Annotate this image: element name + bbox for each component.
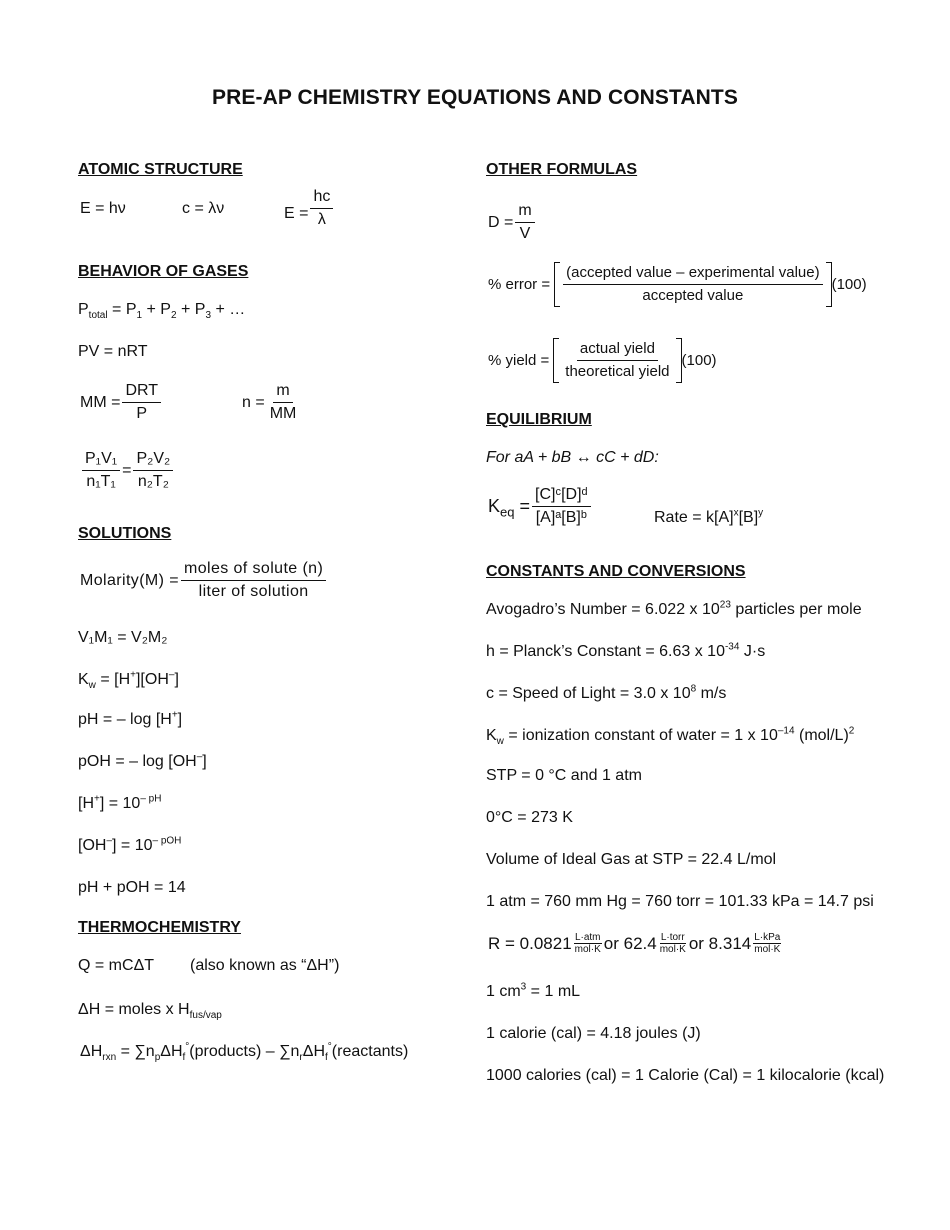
subscript: w <box>88 680 96 692</box>
moles-equation <box>242 382 301 423</box>
numerator: (accepted value – experimental value) <box>563 264 822 285</box>
numerator: L·torr <box>660 932 685 943</box>
text: J·s <box>739 643 766 660</box>
text: ΔH = moles x H <box>78 1001 190 1018</box>
numerator: moles of solute (n) <box>181 560 326 581</box>
fraction <box>181 560 326 601</box>
cubic-cm-conversion <box>486 982 580 1002</box>
text: K <box>486 727 497 744</box>
text: K <box>78 671 89 688</box>
text: c = Speed of Light = 3.0 x 10 <box>486 685 691 702</box>
heat-equation: Q = mCΔT <box>78 957 155 974</box>
phase-change-enthalpy <box>78 1000 222 1020</box>
fraction <box>122 382 161 423</box>
molar-mass-equation <box>80 382 163 423</box>
energy-frequency-equation: E = hν <box>80 200 126 217</box>
equation-lhs: % error = <box>488 276 551 293</box>
superscript: y <box>758 507 764 519</box>
dilution-equation: V₁M₁ = V₂M₂ <box>78 629 168 646</box>
equation-lhs: Molarity(M) = <box>80 571 179 589</box>
text: P <box>78 301 89 318</box>
text: (mol/L) <box>794 727 849 744</box>
superscript: + <box>130 669 136 681</box>
heat-equation-note: (also known as “ΔH”) <box>190 957 340 974</box>
speed-of-light-equation: c = λν <box>182 200 225 217</box>
superscript: – pOH <box>152 835 182 847</box>
denominator: λ <box>317 211 326 228</box>
text: R = 0.0821 <box>488 933 572 953</box>
superscript: 3 <box>520 981 527 993</box>
text: ] <box>174 671 179 688</box>
equilibrium-reaction: For aA + bB ↔ cC + dD: <box>486 449 659 466</box>
page-title: PRE-AP CHEMISTRY EQUATIONS AND CONSTANTS <box>212 86 738 109</box>
unit-fraction <box>574 932 602 955</box>
text: m/s <box>696 685 727 702</box>
superscript: ° <box>327 1041 332 1053</box>
text: ] = 10 <box>112 837 153 854</box>
unit-fraction <box>659 932 687 955</box>
denominator: [A]ᵃ[B]ᵇ <box>535 509 587 526</box>
multiplier: (100) <box>831 276 867 293</box>
text: ΔH <box>302 1043 326 1060</box>
numerator: L·atm <box>574 932 601 943</box>
bracket <box>553 338 681 383</box>
superscript: – <box>168 669 175 681</box>
denominator: mol·K <box>754 944 781 955</box>
zero-celsius: 0°C = 273 K <box>486 809 573 826</box>
text: ] = 10 <box>99 795 141 812</box>
percent-yield-equation <box>488 338 717 383</box>
superscript: 8 <box>690 683 697 695</box>
text: ΔH <box>160 1043 183 1060</box>
text: Rate = k[A] <box>654 509 734 526</box>
rate-law <box>654 508 763 528</box>
text: ] <box>177 711 183 728</box>
text: = ionization constant of water = 1 x 10 <box>503 727 778 744</box>
gas-constant <box>488 932 783 955</box>
subscript: total <box>88 310 108 322</box>
energy-wavelength-equation <box>284 188 335 229</box>
fraction <box>267 382 300 423</box>
multiplier: (100) <box>681 352 717 369</box>
equation-lhs: % yield = <box>488 352 550 369</box>
calorie-conversion: 1 calorie (cal) = 4.18 joules (J) <box>486 1025 701 1042</box>
avogadro-number <box>486 600 862 620</box>
ideal-gas-volume: Volume of Ideal Gas at STP = 22.4 L/mol <box>486 851 777 868</box>
poh-equation <box>78 752 207 772</box>
density-equation <box>488 202 537 243</box>
equilibrium-heading: EQUILIBRIUM <box>486 411 592 428</box>
subscript: f <box>182 1052 186 1064</box>
denominator: accepted value <box>642 287 744 304</box>
superscript: –14 <box>777 725 795 737</box>
subscript: 1 <box>136 310 143 322</box>
fraction <box>310 188 333 229</box>
denominator: liter of solution <box>198 583 309 600</box>
text: or 8.314 <box>688 933 752 953</box>
numerator: actual yield <box>577 340 658 361</box>
superscript: ° <box>185 1041 190 1053</box>
kilocalorie-conversion: 1000 calories (cal) = 1 Calorie (Cal) = 1 kilocalorie (kcal) <box>486 1067 885 1084</box>
numerator: m <box>273 382 292 403</box>
numerator: P₁V₁ <box>82 450 120 471</box>
text: = <box>514 496 530 516</box>
numerator: [C]ᶜ[D]ᵈ <box>532 486 591 507</box>
text: pH = – log [H <box>78 711 172 728</box>
equation-lhs: MM = <box>80 393 121 411</box>
unit-fraction <box>753 932 781 955</box>
superscript: – <box>106 835 113 847</box>
equilibrium-constant-equation <box>488 486 593 527</box>
denominator: V <box>519 225 531 242</box>
text: pOH = – log [OH <box>78 753 197 770</box>
superscript: -34 <box>724 641 740 653</box>
text: [H <box>78 795 94 812</box>
text: + P <box>142 301 171 318</box>
denominator: n₂T₂ <box>137 473 169 490</box>
denominator: n₁T₁ <box>86 473 116 490</box>
numerator: m <box>515 202 534 223</box>
ideal-gas-law: PV = nRT <box>78 343 148 360</box>
fraction <box>532 486 591 527</box>
superscript: 2 <box>848 725 855 737</box>
total-pressure-equation <box>78 300 245 320</box>
subscript: fus/vap <box>189 1010 222 1022</box>
fraction <box>562 340 672 381</box>
superscript: – <box>196 751 203 763</box>
text: = ∑n <box>116 1043 155 1060</box>
constants-heading: CONSTANTS AND CONVERSIONS <box>486 563 746 580</box>
superscript: x <box>733 507 739 519</box>
pressure-conversions: 1 atm = 760 mm Hg = 760 torr = 101.33 kPa = 14.7 psi <box>486 893 874 910</box>
subscript: 2 <box>170 310 177 322</box>
speed-of-light <box>486 684 726 704</box>
text: h = Planck’s Constant = 6.63 x 10 <box>486 643 725 660</box>
text: [B] <box>738 509 759 526</box>
hydrogen-ion-equation <box>78 794 161 814</box>
numerator: hc <box>310 188 333 209</box>
subscript: w <box>496 736 504 748</box>
ph-equation <box>78 710 182 730</box>
superscript: + <box>171 709 178 721</box>
equation-lhs: E = <box>284 204 309 222</box>
planck-constant <box>486 642 765 662</box>
other-formulas-heading: OTHER FORMULAS <box>486 161 638 178</box>
behavior-of-gases-heading: BEHAVIOR OF GASES <box>78 263 249 280</box>
denominator: P <box>136 405 148 422</box>
solutions-heading: SOLUTIONS <box>78 525 172 542</box>
text: or 62.4 <box>603 933 657 953</box>
thermochemistry-heading: THERMOCHEMISTRY <box>78 919 241 936</box>
combined-gas-law <box>80 450 175 491</box>
molarity-equation <box>80 560 328 601</box>
superscript: – pH <box>140 793 162 805</box>
equation-lhs: D = <box>488 213 514 231</box>
text: particles per mole <box>730 601 862 618</box>
subscript: f <box>325 1052 328 1064</box>
fraction <box>133 450 173 491</box>
fraction <box>515 202 534 243</box>
text: [OH <box>78 837 107 854</box>
bracket <box>554 262 831 307</box>
text: = 1 mL <box>526 983 581 1000</box>
subscript: 3 <box>205 310 211 322</box>
denominator: mol·K <box>574 944 601 955</box>
atomic-structure-heading: ATOMIC STRUCTURE <box>78 161 243 178</box>
text: Avogadro’s Number = 6.022 x 10 <box>486 601 720 618</box>
fraction <box>563 264 822 305</box>
equals-sign: = <box>122 461 132 479</box>
percent-error-equation <box>488 262 867 307</box>
text: ΔH <box>80 1043 103 1060</box>
subscript: p <box>154 1052 161 1064</box>
subscript: r <box>299 1052 303 1064</box>
subscript: eq <box>500 504 515 520</box>
text: K <box>488 496 501 516</box>
hydroxide-ion-equation <box>78 836 181 856</box>
text: ] <box>202 753 207 770</box>
fraction <box>82 450 120 491</box>
stp-definition: STP = 0 °C and 1 atm <box>486 767 642 784</box>
denominator: MM <box>269 405 297 422</box>
text: = P <box>112 301 137 318</box>
ph-poh-sum: pH + pOH = 14 <box>78 879 186 896</box>
text: + … <box>211 301 246 318</box>
numerator: P₂V₂ <box>133 450 173 471</box>
numerator: L·kPa <box>754 932 781 943</box>
text: = [H <box>95 671 131 688</box>
superscript: + <box>94 793 100 805</box>
keq-label <box>488 496 530 520</box>
denominator: mol·K <box>659 944 686 955</box>
text: ][OH <box>135 671 169 688</box>
reaction-enthalpy-equation <box>80 1042 408 1062</box>
water-ionization-constant <box>486 726 854 746</box>
subscript: rxn <box>102 1052 117 1064</box>
equation-lhs: n = <box>242 393 265 411</box>
text: 1 cm <box>486 983 521 1000</box>
water-ionization-equation <box>78 670 179 690</box>
text: (reactants) <box>331 1043 409 1060</box>
text: (products) – ∑n <box>189 1043 300 1060</box>
denominator: theoretical yield <box>565 363 670 380</box>
text: + P <box>176 301 206 318</box>
numerator: DRT <box>122 382 161 403</box>
superscript: 23 <box>719 599 731 611</box>
